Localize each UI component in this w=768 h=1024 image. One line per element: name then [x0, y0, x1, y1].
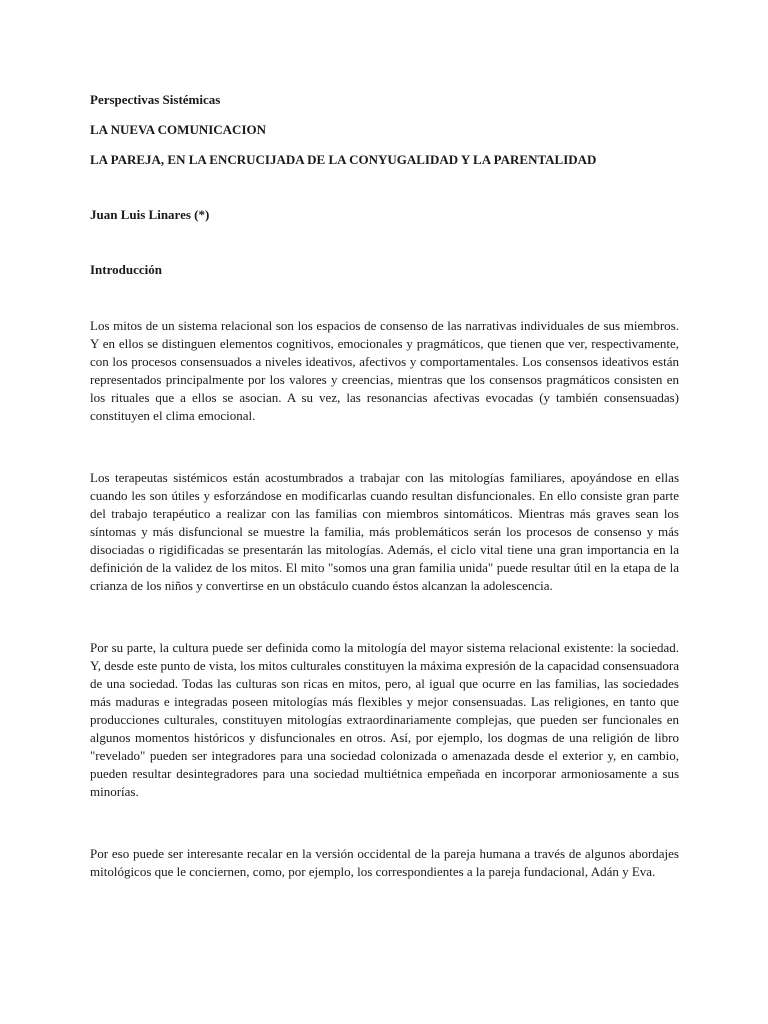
paragraph-1: Los mitos de un sistema relacional son los espacios de consenso de las narrativas individuales de sus miembros. Y en ellos se distinguen elementos cognitivos, emocionales y pragmáticos, que tienen que ver, respectivamente, con los procesos consensuados a niveles ideativos, afectivos y comportamentales. Los consensos ideativos están representados principalmente por los valores y creencias, mientras que los consensos pragmáticos consisten en los rituales que a ellos se asocian. A su vez, las resonancias afectivas evocadas (y también consensuadas) constituyen el clima emocional. [90, 318, 679, 423]
paragraph-4: Por eso puede ser interesante recalar en la versión occidental de la pareja humana a través de algunos abordajes mitológicos que le conciernen, como, por ejemplo, los correspondientes a la pareja fundacional, Adán y Eva. [90, 846, 679, 879]
document-title: LA NUEVA COMUNICACION [90, 122, 267, 137]
series-name: Perspectivas Sistémicas [90, 92, 221, 107]
author-name: Juan Luis Linares (*) [90, 207, 210, 222]
paragraph-3: Por su parte, la cultura puede ser definida como la mitología del mayor sistema relacional existente: la sociedad. Y, desde este punto de vista, los mitos culturales constituyen la máxima expresión de la capacidad consensuadora de una sociedad. Todas las culturas son ricas en mitos, pero, al igual que ocurre en las familias, las sociedades más maduras e integradas poseen mitologías más flexibles y mejor consensuadas. Las religiones, en tanto que producciones culturales, constituyen mitologías extraordinariamente complejas, que pueden ser funcionales en algunos momentos históricos y disfuncionales en otros. Así, por ejemplo, los dogmas de una religión de libro "revelado" pueden ser integradores para una sociedad colonizada o amenazada desde el exterior y, en cambio, pueden resultar desintegradores para una sociedad multiétnica empeñada en incorporar armoniosamente a sus minorías. [90, 640, 679, 799]
paragraph-2: Los terapeutas sistémicos están acostumbrados a trabajar con las mitologías familiares, apoyándose en ellas cuando les son útiles y esforzándose en modificarlas cuando resultan disfuncionales. En ello consiste gran parte del trabajo terapéutico a realizar con las familias con miembros sintomáticos. Mientras más graves sean los síntomas y más disfuncional se muestre la familia, más problemáticos serán los procesos de consenso y más disociadas o rigidificadas se presentarán las mitologías. Además, el ciclo vital tiene una gran importancia en la definición de la validez de los mitos. El mito "somos una gran familia unida" puede resultar útil en la etapa de la crianza de los niños y convertirse en un obstáculo cuando éstos alcanzan la adolescencia. [90, 470, 679, 593]
document-body [90, 92, 679, 925]
document-subtitle: LA PAREJA, EN LA ENCRUCIJADA DE LA CONYUGALIDAD Y LA PARENTALIDAD [90, 152, 597, 167]
section-heading: Introducción [90, 262, 162, 277]
